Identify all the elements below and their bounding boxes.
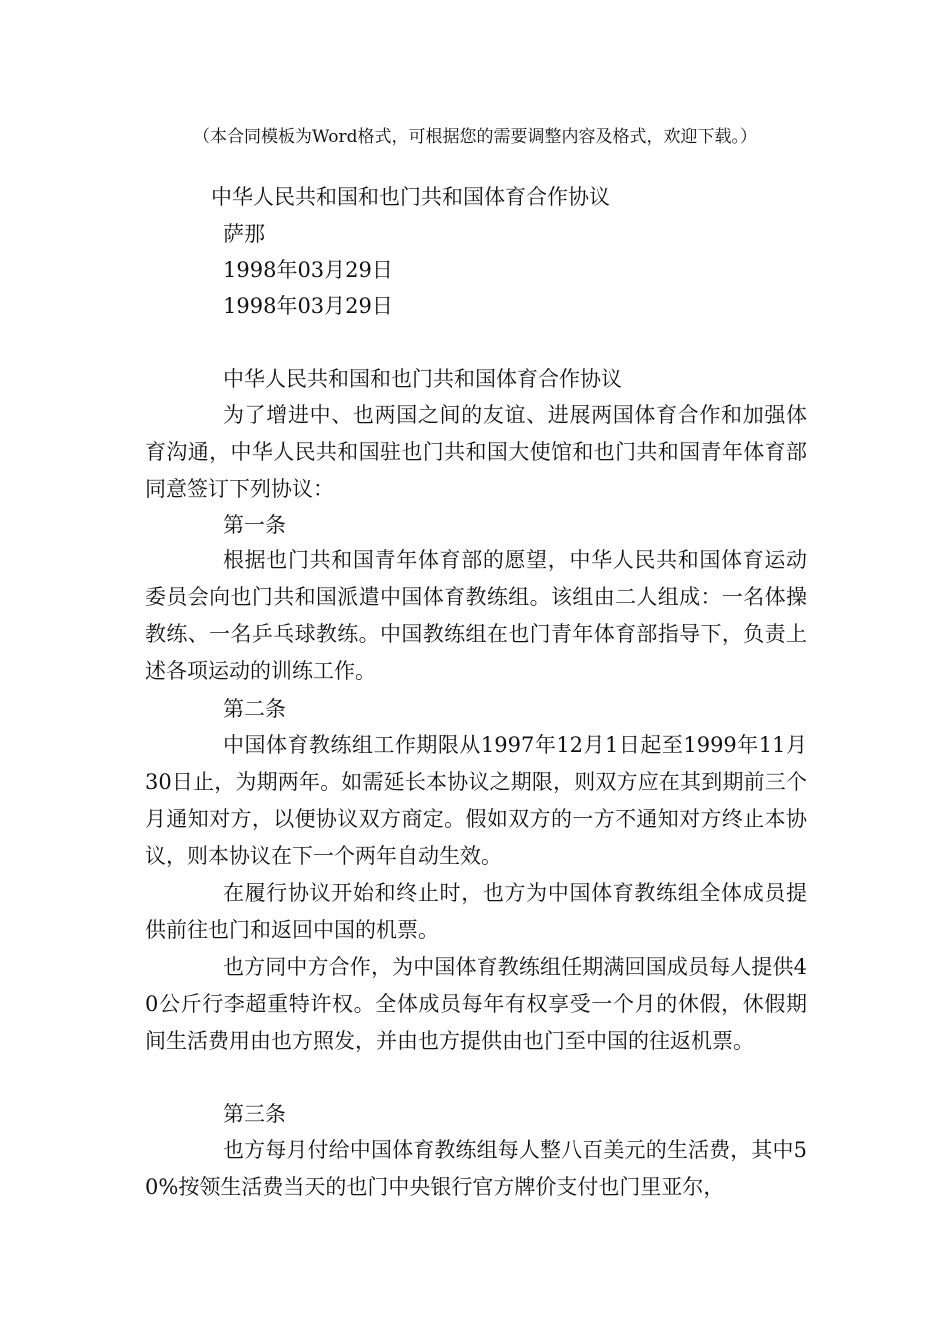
article-2-paragraph-3: 也方同中方合作，为中国体育教练组任期满回国成员每人提供40公斤行李超重特许权。全体成员每年有权享受一个月的休假，休假期间生活费用由也方照发，并由也方提供由也门至中国的往返机票。 xyxy=(145,955,807,1053)
article-3-paragraph: 也方每月付给中国体育教练组每人整八百美元的生活费，其中50%按领生活费当天的也门中央银行官方牌价支付也门里亚尔， xyxy=(145,1138,807,1199)
article-2-heading: 第二条 xyxy=(223,697,286,721)
article-2-paragraph-1: 中国体育教练组工作期限从1997年12月1日起至1999年11月30日止，为期两年。如需延长本协议之期限，则双方应在其到期前三个月通知对方，以便协议双方商定。假如双方的一方不通知对方终止本协议，则本协议在下一个两年自动生效。 xyxy=(145,733,807,868)
article-3-heading: 第三条 xyxy=(223,1102,286,1126)
template-note: （本合同模板为Word格式，可根据您的需要调整内容及格式，欢迎下载。） xyxy=(192,127,758,147)
preamble-paragraph: 为了增进中、也两国之间的友谊、进展两国体育合作和加强体育沟通，中华人民共和国驻也门共和国大使馆和也门共和国青年体育部同意签订下列协议： xyxy=(145,403,807,501)
header-date-1: 1998年03月29日 xyxy=(223,258,393,282)
header-title: 中华人民共和国和也门共和国体育合作协议 xyxy=(211,185,610,209)
article-1-heading: 第一条 xyxy=(223,513,286,537)
header-place: 萨那 xyxy=(223,222,265,246)
article-1-paragraph: 根据也门共和国青年体育部的愿望，中华人民共和国体育运动委员会向也门共和国派遣中国体育教练组。该组由二人组成：一名体操教练、一名乒乓球教练。中国教练组在也门青年体育部指导下，负责上述各项运动的训练工作。 xyxy=(145,548,807,683)
header-date-2: 1998年03月29日 xyxy=(223,294,393,318)
article-2-paragraph-2: 在履行协议开始和终止时，也方为中国体育教练组全体成员提供前往也门和返回中国的机票。 xyxy=(145,881,807,942)
document-title: 中华人民共和国和也门共和国体育合作协议 xyxy=(223,367,622,391)
